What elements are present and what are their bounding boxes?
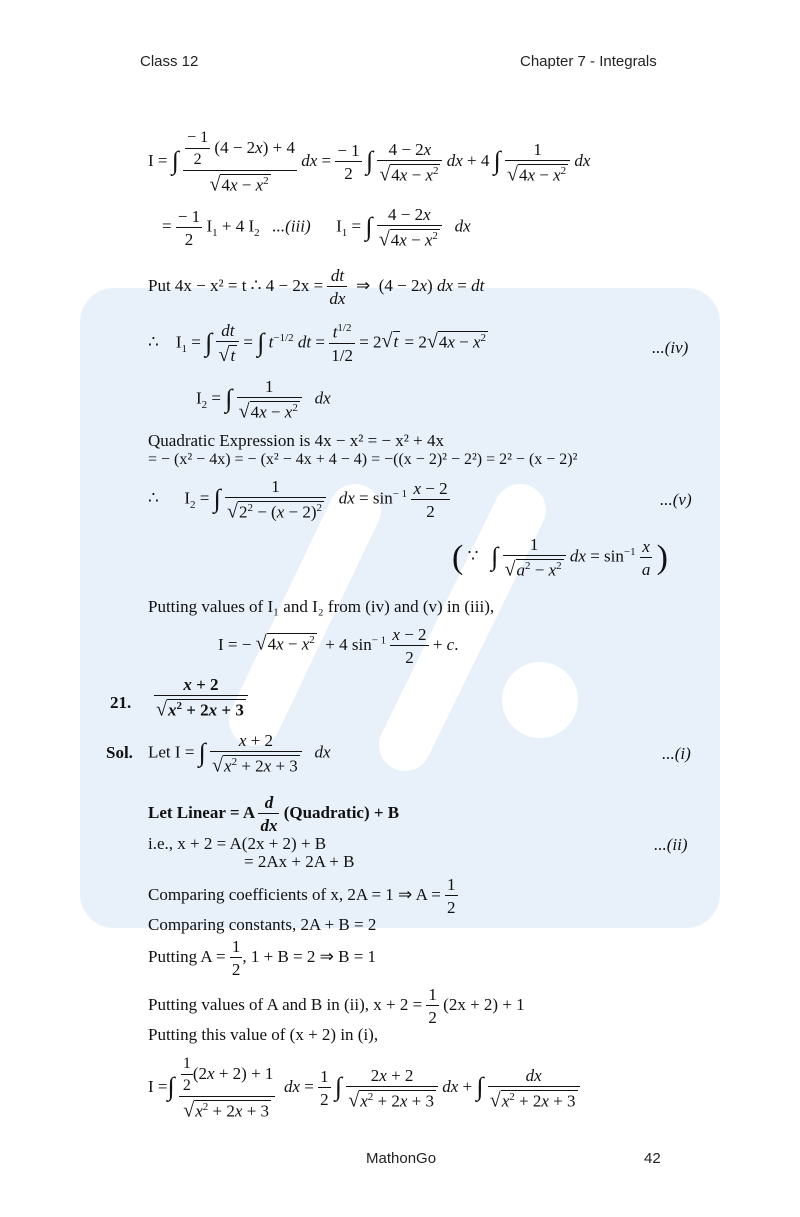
comparing-coefficients: Comparing coefficients of x, 2A = 1 ⇒ A = $\frac{1}{2}$ xyxy=(148,875,456,917)
i2-result: ∴ $I_2$ = ∫ $\frac{1}{√2^2 - (x - 2)^2}$ dx = $\sin^{- 1}$ $\frac{x - 2}{2}$ xyxy=(148,477,448,523)
putting-this-value: Putting this value of (x + 2) in (i), xyxy=(148,1025,379,1044)
i2-definition: $I_2$ = ∫ $\frac{1}{√4x - x^2}$ dx xyxy=(196,377,331,423)
label-i: ...(i) xyxy=(662,744,691,763)
let-linear-line: Let Linear = A $\frac{d}{dx}$ (Quadratic) + B xyxy=(148,793,400,835)
final-answer: I = − $√4x - x^2 + 4$ $\sin^{- 1}$ $\frac{x - 2}{2}$ + c. xyxy=(218,625,459,667)
ie-line-2: = 2Ax + 2A + B xyxy=(244,852,355,871)
putting-ab-line: Putting values of A and B in (ii), x + 2 = $\frac{1}{2}$ (2x + 2) + 1 xyxy=(148,985,525,1027)
i1-evaluation: ∴ $I_1$ = ∫ $\frac{dt}{√t}$ = ∫ $t^{-1/2}$ dt = $\frac{t^{1/2}}{1/2}$ = $2√t = 2√4x - x^2$ xyxy=(148,321,487,366)
footer-brand: MathonGo xyxy=(366,1150,437,1167)
question-number: 21. xyxy=(110,693,132,712)
header-chapter: Chapter 7 - Integrals xyxy=(520,53,657,70)
standard-formula: ( ∵ ∫ $\frac{1}{√a^2 - x^2}$ dx = $\sin^{-1}$ $\frac{x}{a}$ ) xyxy=(452,535,668,581)
putting-a-line: Putting A = $\frac{1}{2}$ , 1 + B = 2 ⇒ B = 1 xyxy=(148,937,377,979)
quadratic-expression: Quadratic Expression is 4x − x² = − x² + 4x xyxy=(148,431,444,450)
substitution-line: Put 4x − x² = t ∴ 4 − 2x = $\frac{dt}{dx}$ ⇒ (4 − 2x) dx = dt xyxy=(148,266,485,308)
putting-a-text: Putting A = xyxy=(148,946,226,966)
putting-values-line: Putting values of I₁ and I₂ from (iv) and (v) in (iii), xyxy=(148,597,495,616)
last-equation: I =∫ $\frac{1}{2}$ (2x + 2) + 1 $√x^2 + 2x + 3$ dx = $\frac{1}{2}$ ∫ $\frac{2x + 2}{√x^2 + 2x + 3}$ dx + ∫ $\frac{dx}{√x^2 + 2x + 3}$ xyxy=(148,1056,580,1121)
label-iv: ...(iv) xyxy=(652,338,689,357)
putting-ab-text: Putting values of A and B in (ii), x + 2 = xyxy=(148,994,423,1014)
label-v: ...(v) xyxy=(660,490,692,509)
putting-a-rest: , 1 + B = 2 ⇒ B = 1 xyxy=(242,946,377,966)
solution-let: Let I = ∫ $\frac{x + 2}{√x^2 + 2x + 3}$ dx xyxy=(148,731,331,777)
put-text: Put 4x − x² = t ∴ 4 − 2x = xyxy=(148,275,324,295)
ie-line: i.e., x + 2 = A(2x + 2) + B xyxy=(148,834,327,853)
let-linear-text: Let Linear = A xyxy=(148,802,255,822)
solution-label: Sol. xyxy=(106,743,133,762)
quadratic-completion: = − (x² − 4x) = − (x² − 4x + 4 − 4) = −((x − 2)² − 2²) = 2² − (x − 2)² xyxy=(148,451,578,468)
label-iii: ...(iii) xyxy=(272,216,311,236)
comparing-constants: Comparing constants, 2A + B = 2 xyxy=(148,915,377,934)
equation-line-1: I = ∫ $\frac{- 1}{2}$ (4 − 2x) + 4 $√4x - x^2$ dx = $\frac{- 1}{2}$ ∫ $\frac{4 - 2x}{√4x - x^2}$ dx + 4 ∫ $\frac{1}{√4x - x^2}$ dx xyxy=(148,129,591,196)
equation-line-2: = $\frac{- 1}{2}$ $I_1 + 4$ $I_2$ ...(iii) $I_1$ = ∫ $\frac{4 - 2x}{√4x - x^2}$ dx xyxy=(162,205,471,251)
compare-coef-text: Comparing coefficients of x, 2A = 1 ⇒ A = xyxy=(148,884,441,904)
question-21: $\frac{x + 2}{√x^2 + 2x + 3}$ xyxy=(154,676,248,720)
footer-page-number: 42 xyxy=(644,1150,661,1167)
quadratic-b-text: (Quadratic) + B xyxy=(283,802,400,822)
putting-ab-rest: (2x + 2) + 1 xyxy=(443,994,525,1014)
label-ii: ...(ii) xyxy=(654,835,688,854)
header-class: Class 12 xyxy=(140,53,199,70)
